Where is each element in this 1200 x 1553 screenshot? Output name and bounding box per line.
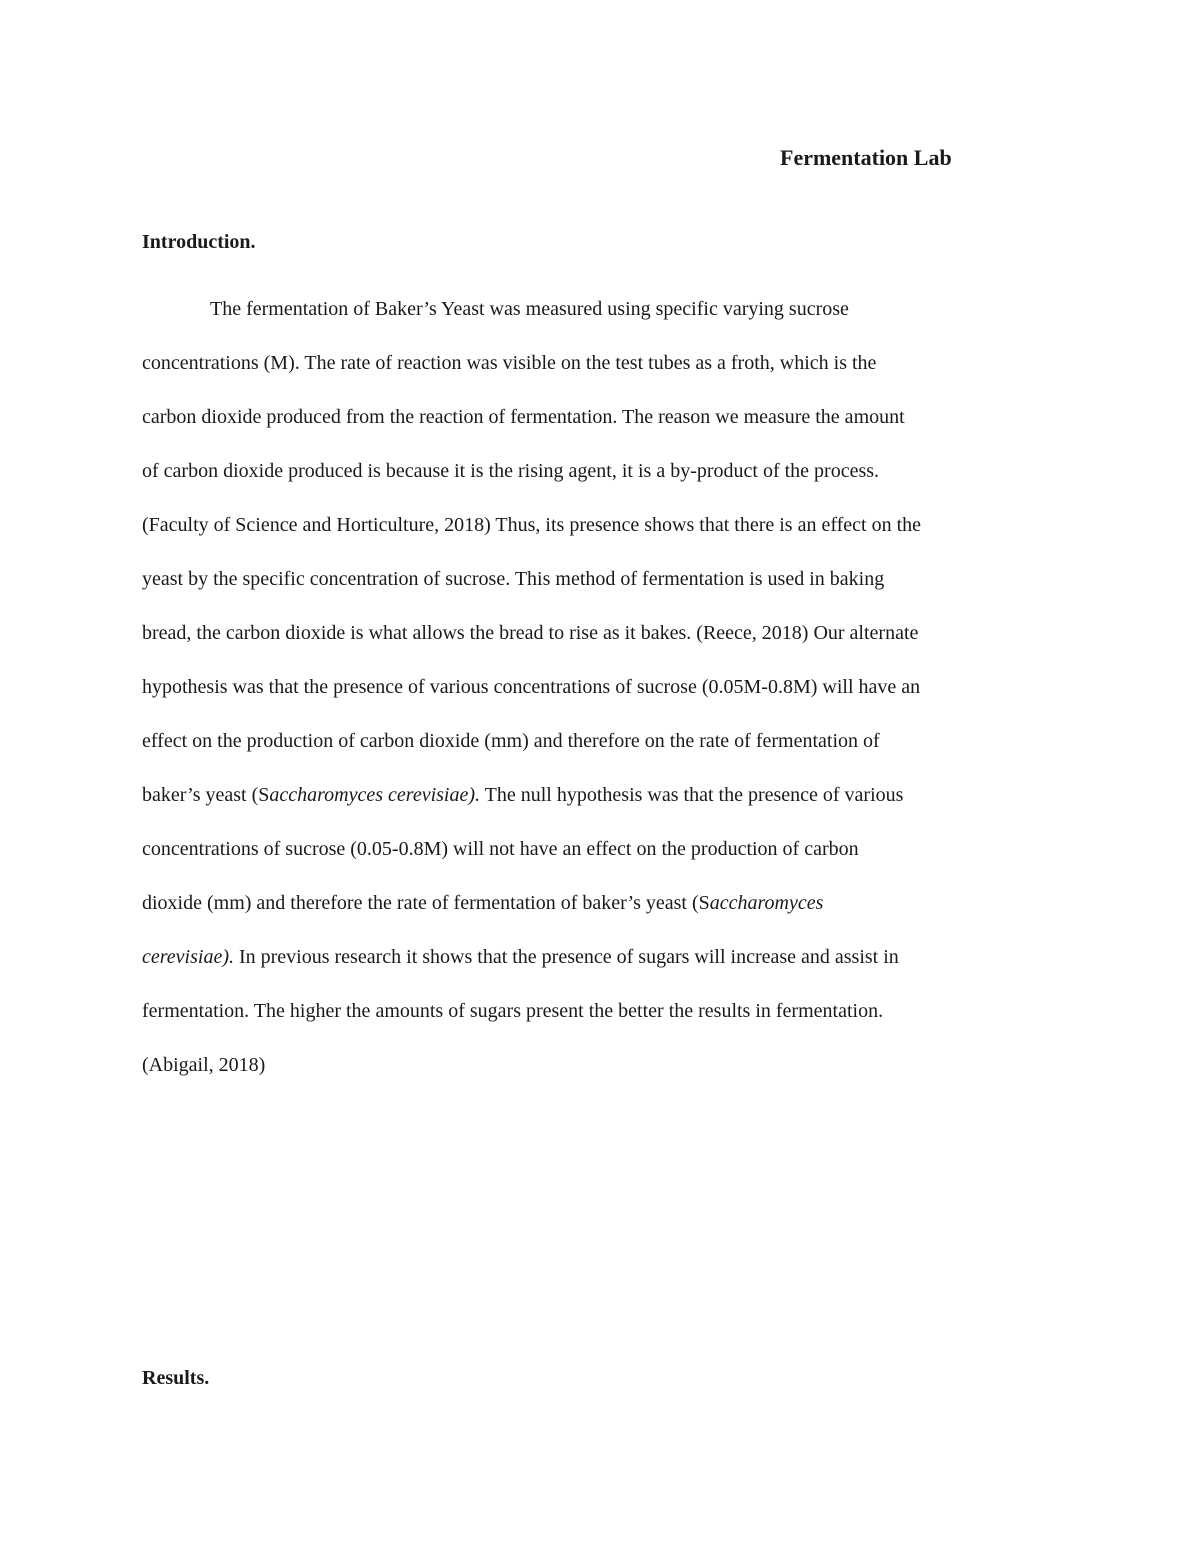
- italic-text: accharomyces: [709, 892, 824, 914]
- text-segment: (Faculty of Science and Horticulture, 2018) Thus, its presence shows that there is an effect on the: [142, 514, 922, 536]
- results-heading: Results.: [142, 1367, 210, 1389]
- introduction-heading: Introduction.: [142, 231, 256, 253]
- text-segment: bread, the carbon dioxide is what allows the bread to rise as it bakes. (Reece, 2018) Our alternate: [142, 622, 919, 644]
- document-title: Fermentation Lab: [780, 145, 952, 170]
- italic-text: accharomyces cerevisiae).: [269, 784, 481, 806]
- paragraph-line: [142, 498, 1062, 552]
- paragraph-line: [142, 336, 1062, 390]
- paragraph-line: [142, 768, 1062, 822]
- text-segment: dioxide (mm) and therefore the rate of fermentation of baker’s yeast (S: [142, 892, 710, 914]
- paragraph-line: [142, 606, 1062, 660]
- paragraph-line: [142, 984, 1062, 1038]
- paragraph-line: [142, 660, 1062, 714]
- paragraph-line: [142, 390, 1062, 444]
- text-segment: yeast by the specific concentration of sucrose. This method of fermentation is used in baking: [142, 568, 885, 590]
- text-segment: (Abigail, 2018): [142, 1054, 266, 1076]
- text-segment: fermentation. The higher the amounts of sugars present the better the results in fermentation.: [142, 1000, 884, 1022]
- italic-text: cerevisiae).: [142, 946, 234, 968]
- introduction-paragraph: [142, 282, 1062, 1092]
- text-segment: baker’s yeast (S: [142, 784, 270, 806]
- text-segment: of carbon dioxide produced is because it is the rising agent, it is a by-product of the process.: [142, 460, 880, 482]
- text-segment: In previous research it shows that the presence of sugars will increase and assist in: [233, 946, 899, 968]
- text-segment: concentrations (M). The rate of reaction was visible on the test tubes as a froth, which is the: [142, 352, 877, 374]
- paragraph-line: [142, 930, 1062, 984]
- paragraph-line: [142, 822, 1062, 876]
- paragraph-line: [142, 714, 1062, 768]
- paragraph-line: [142, 1038, 1062, 1092]
- text-segment: The fermentation of Baker’s Yeast was measured using specific varying sucrose: [210, 298, 849, 320]
- text-segment: concentrations of sucrose (0.05-0.8M) will not have an effect on the production of carbon: [142, 838, 859, 860]
- text-segment: carbon dioxide produced from the reaction of fermentation. The reason we measure the amount: [142, 406, 905, 428]
- text-segment: effect on the production of carbon dioxide (mm) and therefore on the rate of fermentation of: [142, 730, 880, 752]
- text-segment: The null hypothesis was that the presence of various: [480, 784, 904, 806]
- paragraph-line: [142, 282, 1062, 336]
- paragraph-line: [142, 876, 1062, 930]
- paragraph-line: [142, 552, 1062, 606]
- paragraph-line: [142, 444, 1062, 498]
- text-segment: hypothesis was that the presence of various concentrations of sucrose (0.05M-0.8M) will have an: [142, 676, 921, 698]
